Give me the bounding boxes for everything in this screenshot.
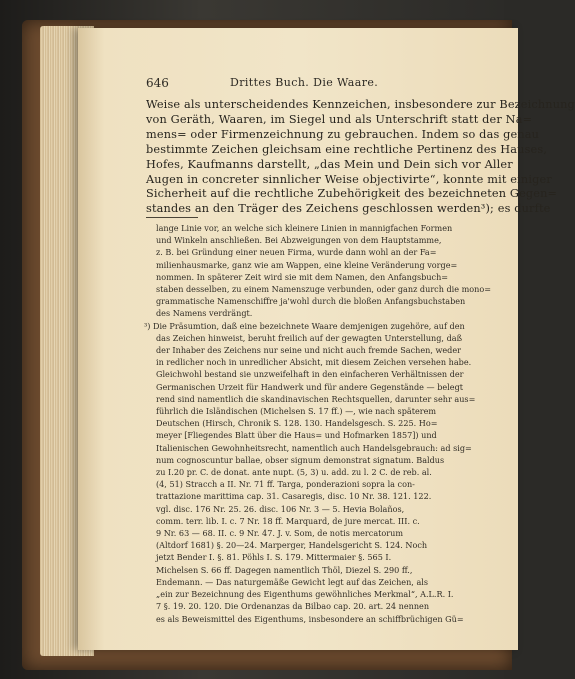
footnotes (144, 222, 492, 625)
footnote-line: trattazione marittima cap. 31. Casaregis, disc. 10 Nr. 38. 121. 122. (156, 491, 432, 502)
footnote-line: es als Beweismittel des Eigenthums, insbesondere an schiffbrüchigen Gü= (156, 613, 464, 624)
footnote-line: Michelsen S. 66 ff. Dagegen namentlich Thöl, Diezel S. 290 ff., (156, 564, 413, 575)
footnote-line: Germanischen Urzeit für Handwerk und für andere Gegenstände — belegt (156, 381, 463, 392)
footnote-line: Italienischen Gewohnheitsrecht, namentlich auch Handelsgebrauch: ad sig= (156, 442, 472, 453)
footnote-line: lange Linie vor, an welche sich kleinere Linien in mannigfachen Formen (156, 223, 453, 233)
footnote-line: meyer [Fliegendes Blatt über die Haus= und Hofmarken 1857]) und (156, 430, 437, 441)
footnote-line: das Zeichen hinweist, beruht freilich auf der gewagten Unterstellung, daß (156, 332, 462, 343)
text-line: bestimmte Zeichen gleichsam eine rechtliche Pertinenz des Hauses, (146, 142, 548, 156)
footnote-line: Gleichwohl bestand sie unzweifelhaft in den einfacheren Verhältnissen der (156, 369, 464, 380)
text-line: Sicherheit auf die rechtliche Zubehörigkeit des bezeichneten Gegen= (146, 187, 558, 201)
footnote-line: (Altdorf 1681) §. 20—24. Marperger, Handelsgericht S. 124. Noch (156, 540, 428, 551)
running-title: Drittes Buch. Die Waare. (230, 76, 379, 89)
footnote-line: jetzt Bender I. §. 81. Pöhls I. S. 179. Mittermaier §. 565 I. (156, 552, 392, 563)
footnote-line: Deutschen (Hirsch, Chronik S. 128. 130. Handelsgesch. S. 225. Ho= (156, 418, 438, 429)
footnote-line: staben desselben, zu einem Namenszuge verbunden, oder ganz durch die mono= (156, 284, 492, 295)
footnote-line: und Winkeln anschließen. Bei Abzweigungen von dem Hauptstamme, (156, 235, 442, 246)
footnote-line: num cognoscuntur ballae, obser signum demonstrat signatum. Baldus (156, 454, 445, 465)
text-line: Weise als unterscheidendes Kennzeichen, insbesondere zur Bezeichnung (146, 98, 575, 111)
footnote-line: comm. terr. lib. I. c. 7 Nr. 18 ff. Marquard, de jure mercat. III. c. (156, 515, 420, 526)
footnote-line: „ein zur Bezeichnung des Eigenthums gewöhnliches Merkmal“, A.L.R. I. (156, 589, 454, 600)
footnote-line: rend sind namentlich die skandinavischen Rechtsquellen, darunter sehr aus= (156, 393, 476, 404)
text-line: Hofes, Kaufmanns darstellt, „das Mein und Dein sich vor Aller (146, 157, 513, 171)
text-line: Augen in concreter sinnlicher Weise objectivirte“, konnte mit einiger (146, 172, 552, 186)
footnote-line: nommen. In späterer Zeit wird sie mit dem Namen, den Anfangsbuch= (156, 271, 449, 282)
footnote-line: des Namens verdrängt. (156, 308, 253, 319)
footnote-line: zu I.20 pr. C. de donat. ante nupt. (5, 3) u. add. zu l. 2 C. de reb. al. (156, 467, 432, 478)
text-line: von Geräth, Waaren, im Siegel und als Unterschrift statt der Na= (146, 112, 533, 126)
footnote-line: 7 §. 19. 20. 120. Die Ordenanzas da Bilbao cap. 20. art. 24 nennen (156, 601, 430, 612)
footnote-line: in redlicher noch in unredlicher Absicht, mit diesem Zeichen versehen habe. (156, 357, 472, 368)
footnote-line: ³) Die Präsumtion, daß eine bezeichnete Waare demjenigen zugehöre, auf den (144, 320, 465, 331)
footnote-line: milienhausmarke, ganz wie am Wappen, eine kleine Veränderung vorge= (156, 259, 458, 270)
text-line: mens= oder Firmenzeichnung zu gebrauchen. Indem so das genau (146, 127, 540, 141)
page-header (146, 76, 456, 94)
footnote-line: Endemann. — Das naturgemäße Gewicht legt auf das Zeichen, als (156, 576, 429, 587)
footnote-line: grammatische Namenschiffre ja'wohl durch die bloßen Anfangsbuchstaben (156, 296, 466, 307)
footnote-line: z. B. bei Gründung einer neuen Firma, wurde dann wohl an der Fa= (156, 247, 437, 258)
text-line: standes an den Träger des Zeichens geschlossen werden³); es durfte (146, 202, 551, 216)
page-number: 646 (146, 76, 169, 90)
main-text (146, 98, 575, 217)
footnote-line: (4, 51) Stracch a II. Nr. 71 ff. Targa, ponderazioni sopra la con- (156, 479, 415, 490)
footnote-line: führlich die Isländischen (Michelsen S. 17 ff.) —, wie nach späterem (156, 406, 437, 417)
footnote-line: vgl. disc. 176 Nr. 25. 26. disc. 106 Nr. 3 — 5. Hevia Bolaños, (156, 503, 405, 514)
footnote-line: 9 Nr. 63 — 68. II. c. 9 Nr. 47. J. v. Som, de notis mercatorum (156, 528, 404, 539)
footnote-line: der Inhaber des Zeichens nur seine und nicht auch fremde Sachen, weder (156, 345, 462, 356)
footnote-rule (146, 217, 198, 218)
